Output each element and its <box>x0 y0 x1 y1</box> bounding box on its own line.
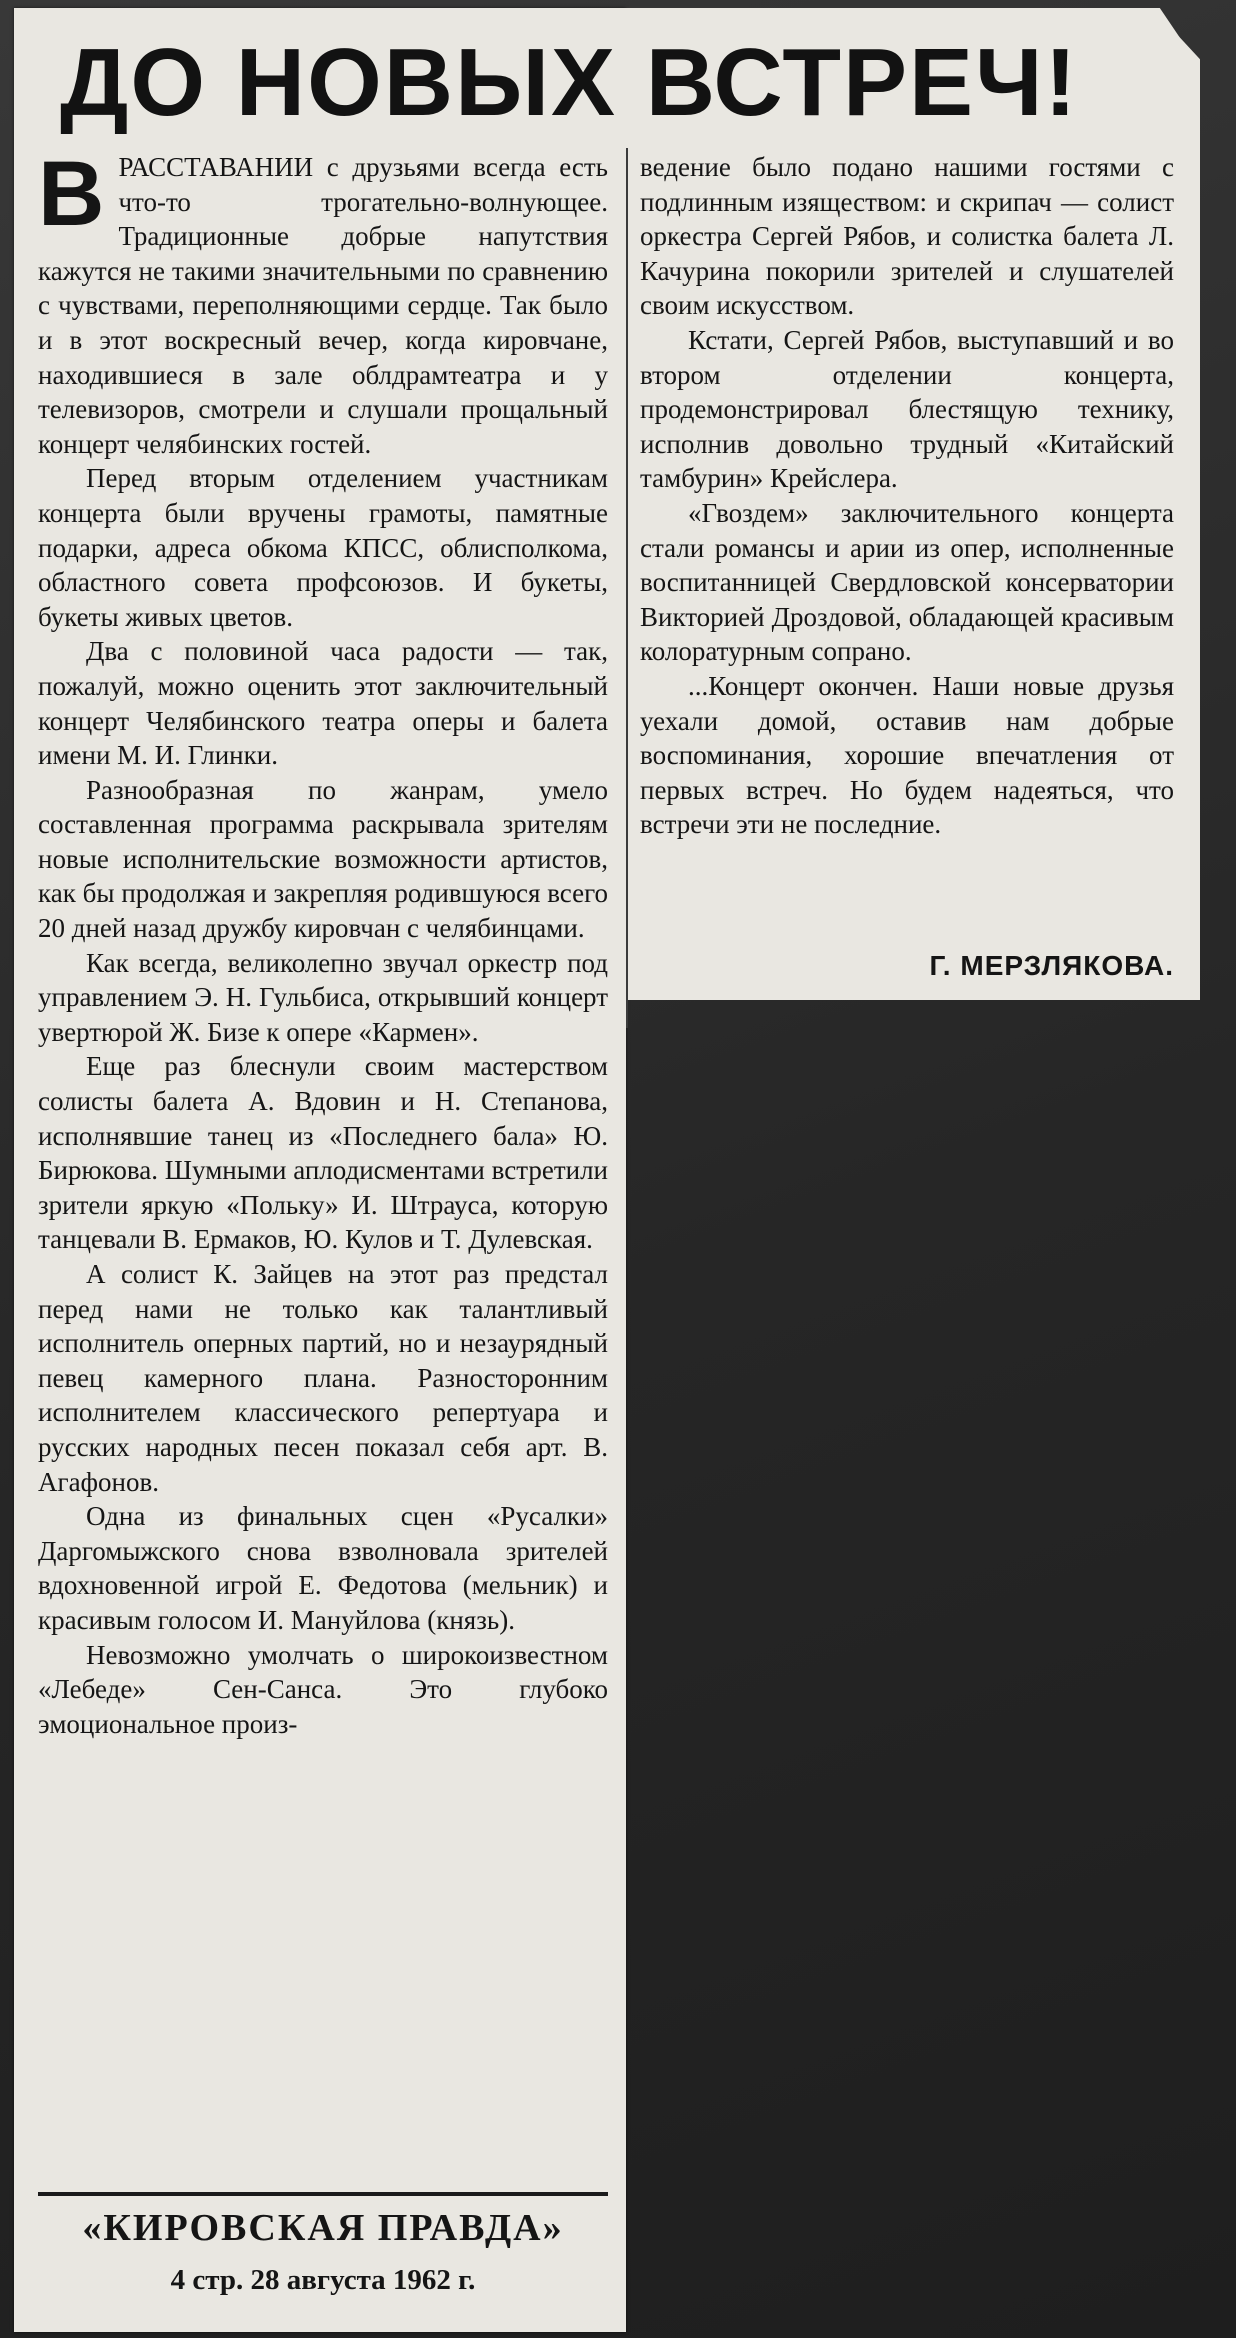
paragraph-4: Разнообразная по жанрам, умело составленная программа раскрывала зрителям новые исполнительские возможности артистов, как бы продолжая и закрепляя родившуюся всего 20 дней назад дружбу кировчан с челябинцами. <box>38 774 608 944</box>
paragraph-1 <box>38 143 608 461</box>
paragraph-13: ...Концерт окончен. Наши новые друзья уехали домой, оставив нам добрые воспоминания, хорошие впечатления от первых встреч. Но будем надеяться, что встречи эти не последние. <box>640 670 1174 840</box>
paragraph-11: Кстати, Сергей Рябов, выступавший и во втором отделении концерта, продемонстрировал блестящую технику, исполнив довольно трудный «Китайский тамбурин» Крейслера. <box>640 324 1174 494</box>
paragraph-1-text: РАССТАВАНИИ с друзьями всегда есть что-то трогательно-волнующее. Традиционные добрые напутствия кажутся не такими значительными по сравнению с чувствами, переполняющими сердце. Так было и в этот воскресный вечер, когда кировчане, находившиеся в зале облдрамтеатра и у телевизоров, смотрели и слушали прощальный концерт челябинских гостей. <box>38 152 608 459</box>
article-headline: ДО НОВЫХ ВСТРЕЧ! <box>60 29 1079 136</box>
paragraph-5: Как всегда, великолепно звучал оркестр под управлением Э. Н. Гульбиса, открывший концерт увертюрой Ж. Бизе к опере «Кармен». <box>38 947 608 1047</box>
paragraph-6: Еще раз блеснули своим мастерством солисты балета А. Вдовин и Н. Степанова, исполнявшие танец из «Последнего бала» Ю. Бирюкова. Шумными аплодисментами встретили зрители яркую «Польку» И. Штрауса, которую танцевали В. Ермаков, Ю. Кулов и Т. Дулевская. <box>38 1051 608 1255</box>
paragraph-9: Невозможно умолчать о широкоизвестном «Лебеде» Сен-Санса. Это глубоко эмоциональное произ- <box>38 1639 608 1739</box>
article-column-right <box>640 150 1174 842</box>
article-author: Г. МЕРЗЛЯКОВА. <box>929 950 1174 981</box>
paragraph-3: Два с половиной часа радости — так, пожалуй, можно оценить этот заключительный концерт Челябинского театра оперы и балета имени М. И. Глинки. <box>38 636 608 771</box>
paragraph-8: Одна из финальных сцен «Русалки» Даргомыжского снова взволновала зрителей вдохновенной игрой Е. Федотова (мельник) и красивым голосом И. Мануйлова (князь). <box>38 1501 608 1635</box>
paragraph-2: Перед вторым отделением участникам концерта были вручены грамоты, памятные подарки, адреса обкома КПСС, облисполкома, областного совета профсоюзов. И букеты, букеты живых цветов. <box>38 463 608 632</box>
paragraph-12: «Гвоздем» заключительного концерта стали романсы и арии из опер, исполненные воспитанницей Свердловской консерватории Викторией Дроздовой, обладающей красивым колоратурным сопрано. <box>640 497 1174 667</box>
publication-date: 4 стр. 28 августа 1962 г. <box>170 2264 476 2296</box>
article-column-left <box>38 143 608 1741</box>
column-divider <box>626 148 628 1028</box>
paragraph-10: ведение было подано нашими гостями с подлинным изяществом: и скрипач — солист оркестра Сергей Рябов, и солистка балета Л. Качурина покорили зрителей и слушателей своим искусством. <box>640 152 1174 321</box>
source-divider <box>38 2192 608 2196</box>
newspaper-name: «КИРОВСКАЯ ПРАВДА» <box>82 2207 564 2249</box>
drop-cap: В <box>38 143 105 245</box>
paragraph-7: А солист К. Зайцев на этот раз предстал перед нами не только как талантливый исполнитель оперных партий, но и незаурядный певец камерного плана. Разносторонним исполнителем классического репертуара и русских народных песен показал себя арт. В. Агафонов. <box>38 1259 608 1497</box>
